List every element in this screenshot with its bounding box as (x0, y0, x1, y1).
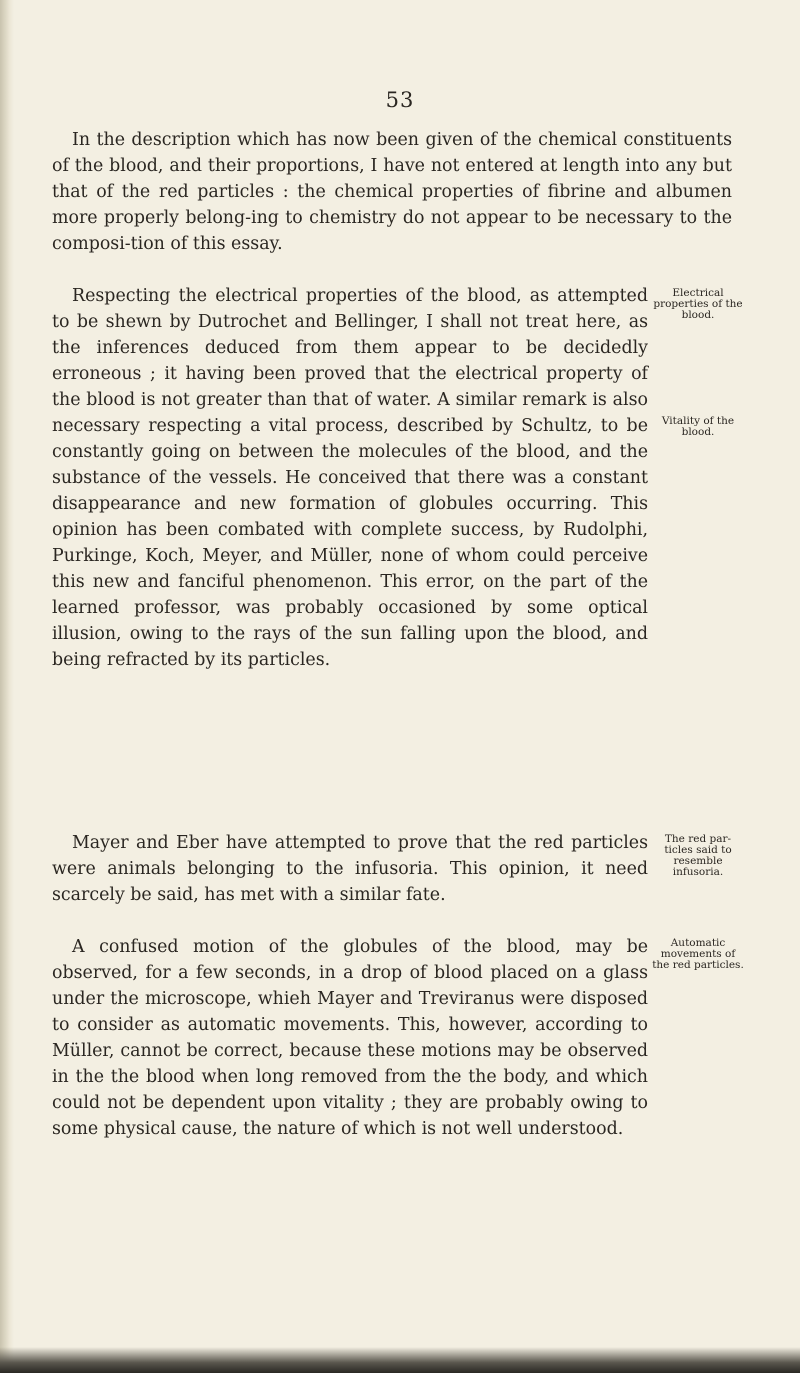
margin-note-electrical-properties: Electrical properties of the blood. (653, 287, 743, 321)
paragraph-text: A confused motion of the globules of the blood, may be observed, for a few seconds, in a drop of blood placed on a glass under the microscope, whieh Mayer and Treviranus were disposed to consider as automatic movements. This, however, according to Müller, cannot be correct, because these motions may be observed in the the blood when long removed from the the body, and which could not be dependent upon vitality ; they are probably owing to some physical cause, the nature of which is not well understood. (52, 937, 648, 1139)
paragraph-text: Mayer and Eber have attempted to prove that the red particles were animals belonging to the infusoria. This opinion, it need scarcely be said, has met with a similar fate. (52, 833, 648, 905)
margin-note-automatic-movements: Automatic movements of the red particles. (652, 937, 744, 971)
margin-note-vitality: Vitality of the blood. (661, 415, 735, 438)
paragraph-infusoria (52, 830, 648, 908)
page-number: 53 (385, 88, 415, 112)
margin-note-red-particles-infusoria: The red par-ticles said to resemble infusoria. (664, 833, 732, 878)
page-bottom-edge (0, 1347, 800, 1373)
paragraph-chemical-constituents (52, 127, 732, 257)
page-gutter-shadow (0, 0, 14, 1373)
paragraph-electrical-properties (52, 283, 648, 673)
paragraph-text: In the description which has now been given of the chemical constituents of the blood, and their proportions, I have not entered at length into any but that of the red particles : the chemical properties of fibrine and albumen more properly belong-ing to chemistry do not appear to be necessary to the composi-tion of this essay. (52, 130, 732, 254)
paragraph-automatic-movements (52, 934, 648, 1142)
paragraph-text: Respecting the electrical properties of the blood, as attempted to be shewn by Dutrochet and Bellinger, I shall not treat here, as the inferences deduced from them appear to be decidedly erroneous ; it having been proved that the electrical property of the blood is not greater than that of water. A similar remark is also necessary respecting a vital process, described by Schultz, to be constantly going on between the molecules of the blood, and the substance of the vessels. He conceived that there was a constant disappearance and new formation of globules occurring. This opinion has been combated with complete success, by Rudolphi, Purkinge, Koch, Meyer, and Müller, none of whom could perceive this new and fanciful phenomenon. This error, on the part of the learned professor, was probably occasioned by some optical illusion, owing to the rays of the sun falling upon the blood, and being refracted by its particles. (52, 286, 648, 670)
